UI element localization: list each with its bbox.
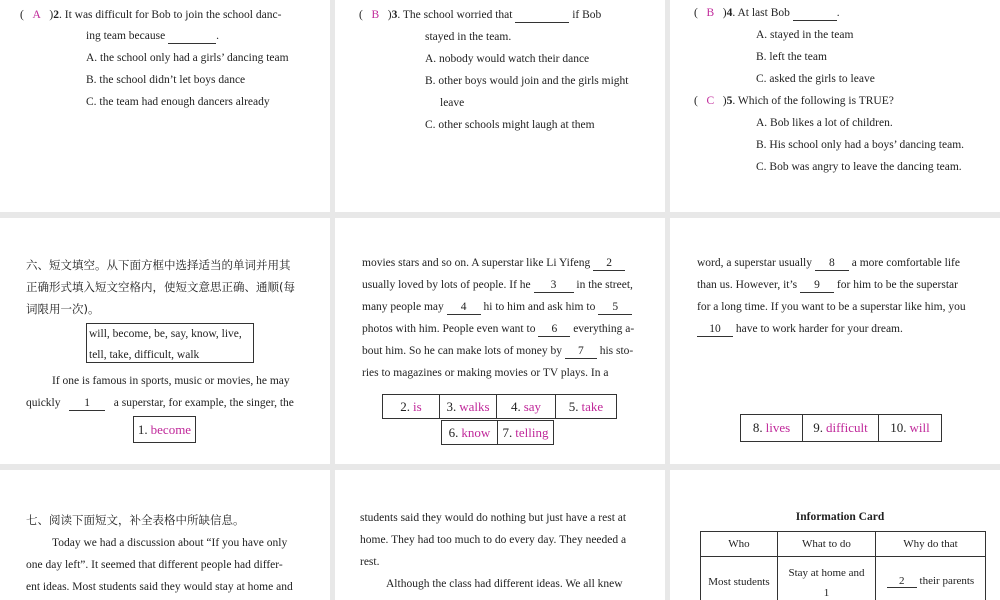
q2-option-b: B. the school didn’t let boys dance <box>86 74 246 86</box>
passage-line7: bout him. So he can make lots of money by 7 his sto- <box>362 345 634 357</box>
answer-cell-5: 5. take <box>555 394 617 419</box>
q3-option-b: B. other boys would join and the girls might <box>425 75 629 87</box>
reading-line6: rest. <box>360 556 380 568</box>
panel-q3 <box>335 0 665 212</box>
q2-answer: A <box>32 9 41 21</box>
row1-who: Most students <box>701 557 778 600</box>
blank-9: 9 <box>800 278 834 293</box>
word-box-line2: tell, take, difficult, walk <box>89 349 200 361</box>
q5-line1: ( C )5. Which of the following is TRUE? <box>694 95 894 107</box>
blank-1: 1 <box>69 396 105 411</box>
panel-passage-end <box>670 218 1000 464</box>
panel-passage-middle <box>335 218 665 464</box>
answer-cell-3: 3. walks <box>439 394 497 419</box>
q4-option-a: A. stayed in the team <box>756 29 854 41</box>
panel-q2 <box>0 0 330 212</box>
section6-instruction-line1: 六、短文填空。从下面方框中选择适当的单词并用其 <box>26 258 291 272</box>
section7-instruction: 七、阅读下面短文，补全表格中所缺信息。 <box>26 513 245 527</box>
blank-4: 4 <box>447 300 481 315</box>
blank-10: 10 <box>697 322 733 337</box>
row1-why: 2 their parents <box>876 557 986 600</box>
answer-cell-6: 6. know <box>441 420 498 445</box>
reading-line3: ent ideas. Most students said they would stay at home and <box>26 581 293 593</box>
info-blank-2: 2 <box>887 575 917 588</box>
answer-cell-4: 4. say <box>496 394 556 419</box>
reading-line2: one day left”. It seemed that different people had differ- <box>26 559 283 571</box>
header-who: Who <box>701 532 778 557</box>
blank-2: 2 <box>593 256 625 271</box>
q5-option-b: B. His school only had a boys’ dancing team. <box>756 139 965 151</box>
q2-blank <box>168 29 216 44</box>
passage-line2: quickly 1 a superstar, for example, the singer, the <box>26 397 294 409</box>
section6-instruction-line2: 正确形式填入短文空格内，使短文意思正确、通顺(每 <box>26 280 295 294</box>
q5-number: 5 <box>726 95 733 107</box>
passage-line3: movies stars and so on. A superstar like Li Yifeng 2 <box>362 256 625 271</box>
blank-5: 5 <box>598 300 632 315</box>
reading-line1: Today we had a discussion about “If you have only <box>52 537 288 549</box>
q4-number: 4 <box>726 7 733 19</box>
passage-line9: word, a superstar usually 8 a more comfortable life <box>697 257 960 269</box>
panel-reading-middle <box>335 470 665 600</box>
reading-line4: students said they would do nothing but just have a rest at <box>360 512 627 524</box>
q3-number: 3 <box>391 9 398 21</box>
header-what: What to do <box>778 532 876 557</box>
passage-line10: than us. However, it’s 9 for him to be the superstar <box>697 279 958 291</box>
blank-3: 3 <box>534 278 574 293</box>
word-box-line1: will, become, be, say, know, live, <box>89 328 242 340</box>
panel-section7-intro <box>0 470 330 600</box>
answer-cell-1: 1. become <box>133 416 196 443</box>
answer-cell-10: 10. will <box>878 414 942 442</box>
passage-line6: photos with him. People even want to 6 everything a- <box>362 323 635 335</box>
panel-q4-q5 <box>670 0 1000 212</box>
passage-line1: If one is famous in sports, music or movies, he may <box>52 375 290 387</box>
q3-blank <box>515 8 569 23</box>
q2-option-c: C. the team had enough dancers already <box>86 96 270 108</box>
passage-line8: ries to magazines or making movies or TV plays. In a <box>362 367 609 379</box>
q2-option-a: A. the school only had a girls’ dancing team <box>86 52 289 64</box>
q4-line1: ( B )4. At last Bob . <box>694 7 840 19</box>
answer-cell-7: 7. telling <box>497 420 554 445</box>
blank-6: 6 <box>538 322 570 337</box>
reading-line5: home. They had too much to do every day. They needed a <box>360 534 627 546</box>
passage-line4: usually loved by lots of people. If he 3 in the street, <box>362 279 633 291</box>
q3-option-a: A. nobody would watch their dance <box>425 53 590 65</box>
answer-cell-9: 9. difficult <box>802 414 879 442</box>
q3-answer: B <box>371 9 380 21</box>
passage-line5: many people may 4 hi to him and ask him to 5 <box>362 300 632 315</box>
information-card-title: Information Card <box>795 511 885 523</box>
blank-7: 7 <box>565 344 597 359</box>
q4-blank <box>793 6 837 21</box>
q5-option-c: C. Bob was angry to leave the dancing team. <box>756 161 962 173</box>
q2-number: 2 <box>53 9 59 21</box>
header-why: Why do that <box>876 532 986 557</box>
passage-line12: 10 have to work harder for your dream. <box>697 322 903 337</box>
q4-answer: B <box>706 7 715 19</box>
information-card-table <box>700 531 986 600</box>
panel-information-card <box>670 470 1000 600</box>
blank-8: 8 <box>815 256 849 271</box>
reading-line7: Although the class had different ideas. We all knew <box>386 578 623 590</box>
q2-line1: ( A )2. It was difficult for Bob to join the school danc- <box>20 9 282 21</box>
row1-what: Stay at home and 1 <box>778 557 876 600</box>
info-blank-1: 1 <box>812 583 842 600</box>
passage-line11: for a long time. If you want to be a superstar like him, you <box>697 301 966 313</box>
q4-option-c: C. asked the girls to leave <box>756 73 875 85</box>
q2-line2: ing team because . <box>86 30 219 42</box>
panel-section6-intro <box>0 218 330 464</box>
q5-answer: C <box>706 95 715 107</box>
q3-option-c: C. other schools might laugh at them <box>425 119 595 131</box>
q5-option-a: A. Bob likes a lot of children. <box>756 117 893 129</box>
q3-line1: ( B )3. The school worried that if Bob <box>359 9 602 21</box>
section6-instruction-line3: 词限用一次)。 <box>26 302 100 316</box>
q3-option-b-cont: leave <box>440 97 465 109</box>
answer-cell-8: 8. lives <box>740 414 803 442</box>
answer-cell-2: 2. is <box>382 394 440 419</box>
q4-option-b: B. left the team <box>756 51 827 63</box>
q3-line2: stayed in the team. <box>425 31 512 43</box>
